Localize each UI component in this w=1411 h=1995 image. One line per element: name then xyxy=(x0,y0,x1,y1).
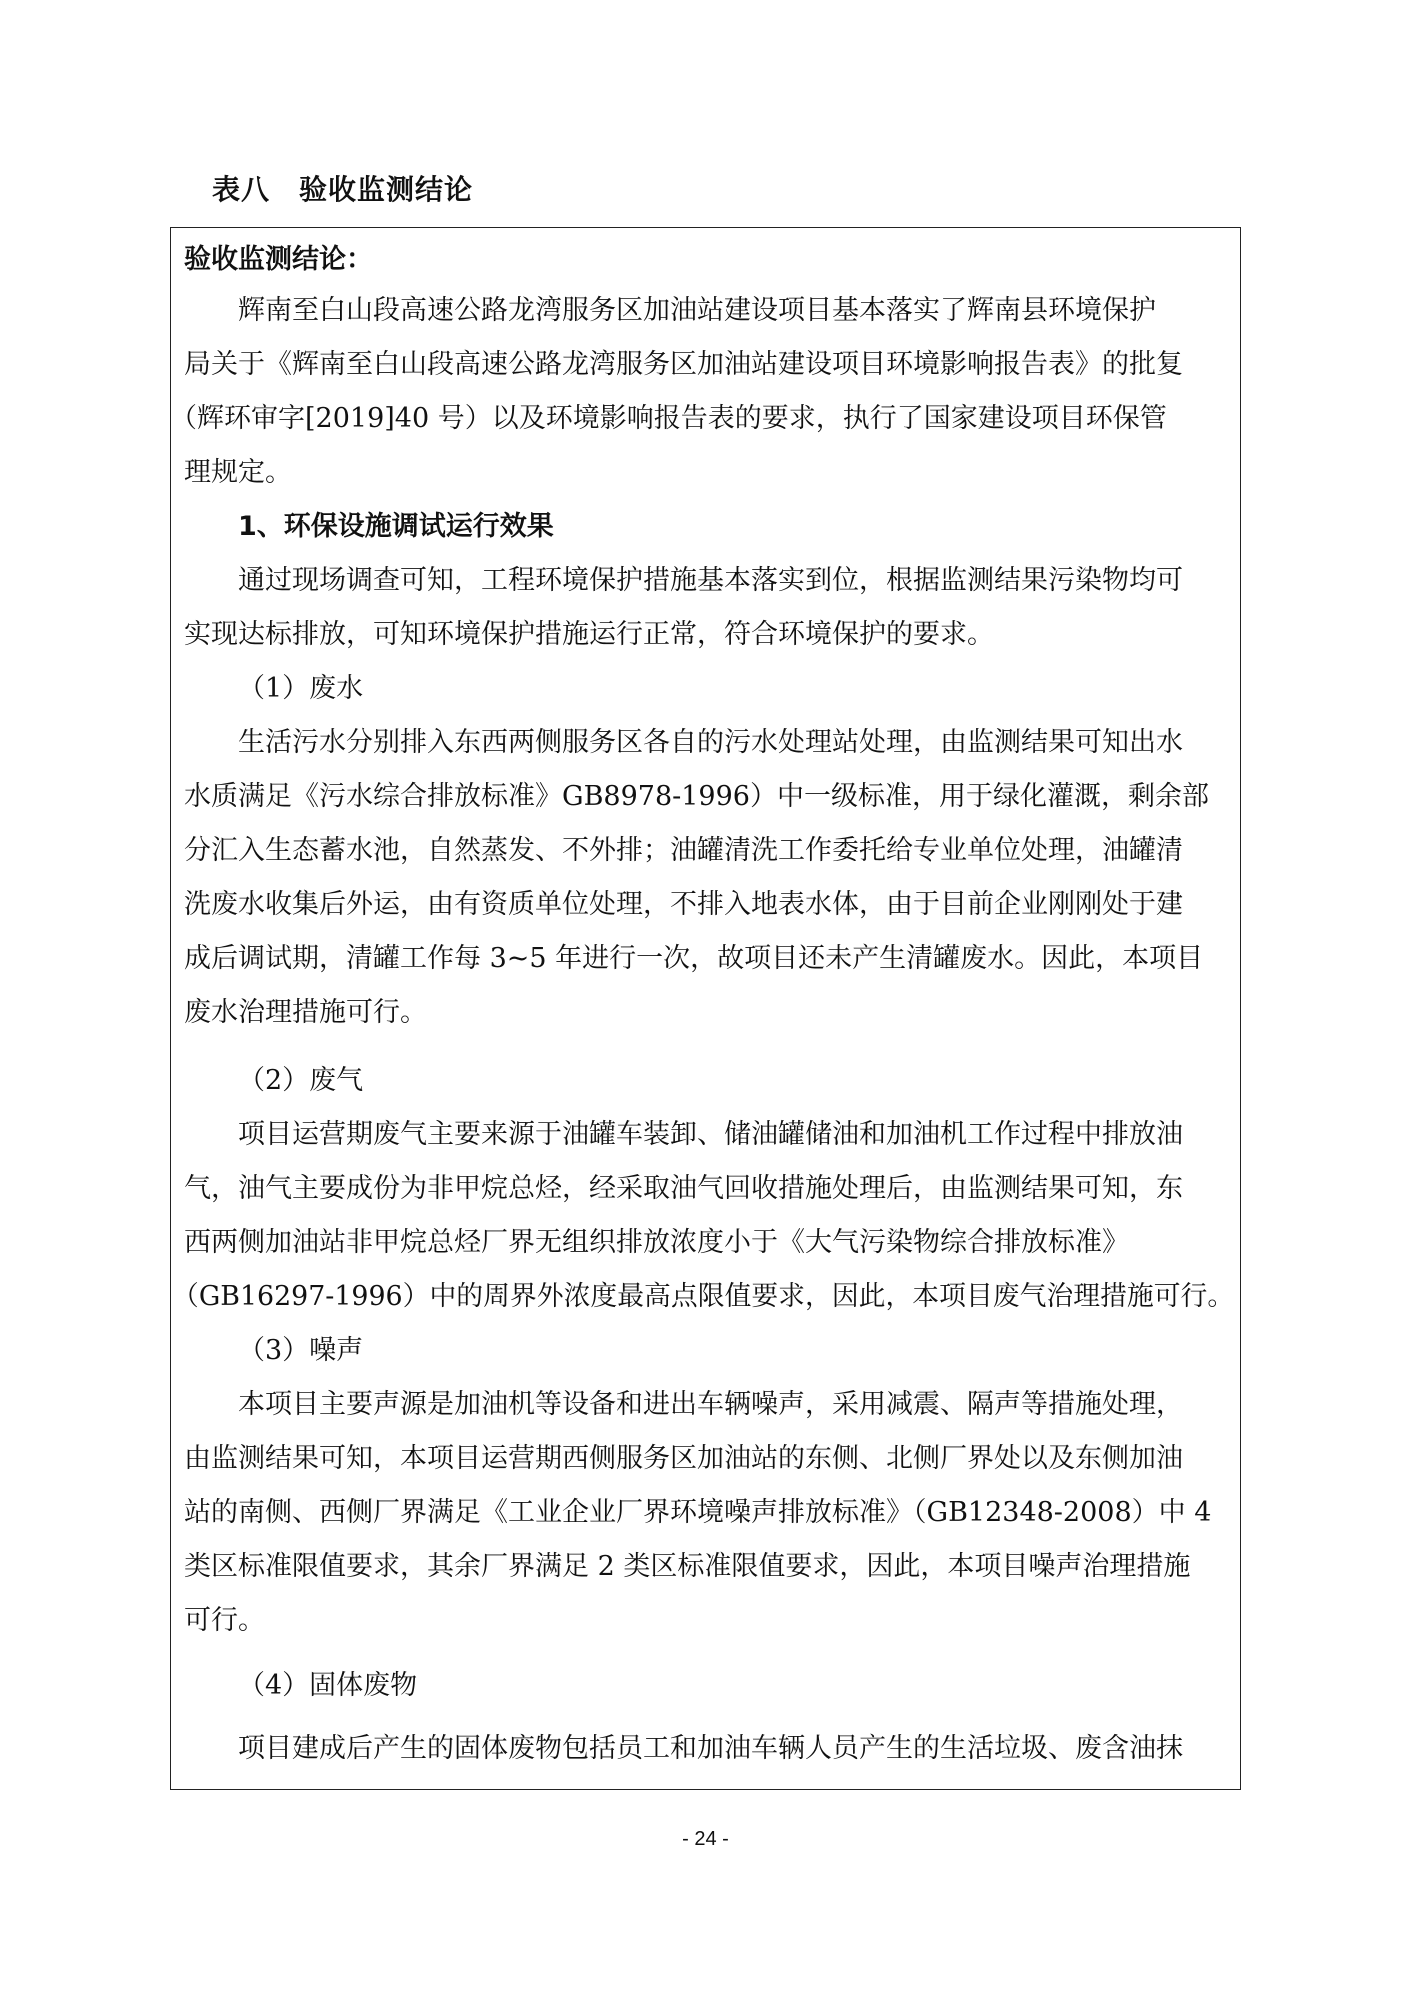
gas-line-4: （GB16297-1996）中的周界外浓度最高点限值要求，因此，本项目废气治理措施可行。 xyxy=(172,1281,1235,1312)
solid-title: （4）固体废物 xyxy=(238,1670,418,1701)
wastewater-line-5: 成后调试期，清罐工作每 3~5 年进行一次，故项目还未产生清罐废水。因此，本项目 xyxy=(184,943,1204,974)
wastewater-line-1: 生活污水分别排入东西两侧服务区各自的污水处理站处理，由监测结果可知出水 xyxy=(238,727,1183,758)
noise-title: （3）噪声 xyxy=(238,1335,364,1366)
noise-line-4: 类区标准限值要求，其余厂界满足 2 类区标准限值要求，因此，本项目噪声治理措施 xyxy=(184,1551,1191,1582)
wastewater-line-2: 水质满足《污水综合排放标准》GB8978-1996）中一级标准，用于绿化灌溉，剩余部 xyxy=(184,781,1209,812)
gas-title: （2）废气 xyxy=(238,1065,364,1096)
section1-line-2: 实现达标排放，可知环境保护措施运行正常，符合环境保护的要求。 xyxy=(184,619,994,650)
noise-line-3: 站的南侧、西侧厂界满足《工业企业厂界环境噪声排放标准》（GB12348-2008）中 4 xyxy=(184,1497,1212,1528)
noise-line-1: 本项目主要声源是加油机等设备和进出车辆噪声，采用减震、隔声等措施处理， xyxy=(238,1389,1183,1420)
wastewater-title: （1）废水 xyxy=(238,673,364,704)
section1-line-1: 通过现场调查可知，工程环境保护措施基本落实到位，根据监测结果污染物均可 xyxy=(238,565,1183,596)
noise-line-2: 由监测结果可知，本项目运营期西侧服务区加油站的东侧、北侧厂界处以及东侧加油 xyxy=(184,1443,1183,1474)
wastewater-line-4: 洗废水收集后外运，由有资质单位处理，不排入地表水体，由于目前企业刚刚处于建 xyxy=(184,889,1183,920)
table-title: 表八 验收监测结论 xyxy=(212,173,474,206)
section1-title: 1、环保设施调试运行效果 xyxy=(238,511,554,542)
noise-line-5: 可行。 xyxy=(184,1605,265,1636)
wastewater-line-3: 分汇入生态蓄水池，自然蒸发、不外排；油罐清洗工作委托给专业单位处理，油罐清 xyxy=(184,835,1183,866)
conclusion-heading: 验收监测结论： xyxy=(184,244,373,275)
intro-line-2: 局关于《辉南至白山段高速公路龙湾服务区加油站建设项目环境影响报告表》的批复 xyxy=(184,349,1183,380)
gas-line-3: 西两侧加油站非甲烷总烃厂界无组织排放浓度小于《大气污染物综合排放标准》 xyxy=(184,1227,1129,1258)
intro-line-1: 辉南至白山段高速公路龙湾服务区加油站建设项目基本落实了辉南县环境保护 xyxy=(238,295,1156,326)
intro-line-4: 理规定。 xyxy=(184,457,292,488)
gas-line-2: 气，油气主要成份为非甲烷总烃，经采取油气回收措施处理后，由监测结果可知，东 xyxy=(184,1173,1183,1204)
gas-line-1: 项目运营期废气主要来源于油罐车装卸、储油罐储油和加油机工作过程中排放油 xyxy=(238,1119,1183,1150)
intro-line-3: （辉环审字[2019]40 号）以及环境影响报告表的要求，执行了国家建设项目环保管 xyxy=(170,403,1167,434)
page-number: - 24 - xyxy=(682,1828,729,1850)
solid-line-1: 项目建成后产生的固体废物包括员工和加油车辆人员产生的生活垃圾、废含油抹 xyxy=(238,1733,1183,1764)
wastewater-line-6: 废水治理措施可行。 xyxy=(184,997,427,1028)
